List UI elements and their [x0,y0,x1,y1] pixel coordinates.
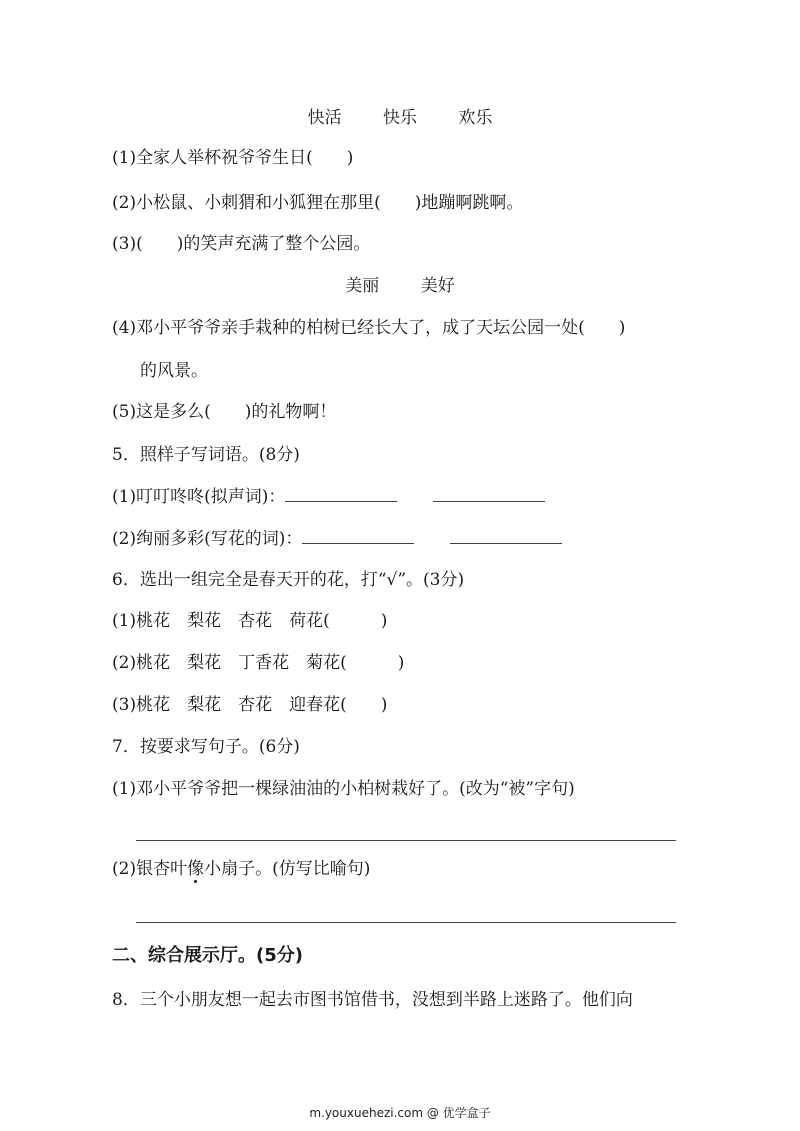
q5-item-1-label: (1)叮叮咚咚(拟声词)： [112,487,286,507]
q6-option-2[interactable]: (2)桃花 梨花 丁香花 菊花( ) [112,653,405,673]
q4-item-3: (3)( )的笑声充满了整个公园。 [112,234,371,254]
word-bank-a [0,106,800,130]
q4-item-1: (1)全家人举杯祝爷爷生日( ) [112,148,354,168]
q4-item-4-line1: (4)邓小平爷爷亲手栽种的柏树已经长大了，成了天坛公园一处( ) [112,318,626,338]
answer-blank[interactable] [285,487,397,502]
word-option: 美好 [420,276,455,296]
q4-item-5: (5)这是多么( )的礼物啊！ [112,402,337,422]
word-option: 快乐 [383,108,417,128]
q7-heading: 7．按要求写句子。(6分) [112,737,300,757]
q6-heading: 6．选出一组完全是春天开的花，打“√”。(3分) [112,570,465,590]
q5-item-1 [112,485,545,509]
word-option: 美丽 [345,276,380,296]
answer-line[interactable] [136,922,676,923]
q4-item-4-line2: 的风景。 [140,361,208,381]
answer-blank[interactable] [450,529,562,544]
q8-text: 8．三个小朋友想一起去市图书馆借书，没想到半路上迷路了。他们向 [112,990,633,1010]
q6-option-3[interactable]: (3)桃花 梨花 杏花 迎春花( ) [112,695,388,715]
word-option: 快活 [307,108,342,128]
answer-line[interactable] [136,840,676,841]
q7-item-1: (1)邓小平爷爷把一棵绿油油的小柏树栽好了。(改为“被”字句) [112,779,575,799]
q7-item-2-prefix: (2)银杏叶 [112,859,188,879]
word-option: 欢乐 [458,108,493,128]
q5-item-2-label: (2)绚丽多彩(写花的词)： [112,529,303,549]
page-footer: m.youxuehezi.com @ 优学盒子 [309,1106,491,1120]
section-2-heading: 二、综合展示厅。(5分) [112,945,303,966]
answer-blank[interactable] [302,529,414,544]
q6-option-1[interactable]: (1)桃花 梨花 杏花 荷花( ) [112,611,388,631]
q5-heading: 5．照样子写词语。(8分) [112,445,300,465]
emphasis-char: 像 [187,859,205,879]
word-bank-b [0,274,800,298]
q5-item-2 [112,527,562,551]
q7-item-2-suffix: 小扇子。(仿写比喻句) [204,859,371,879]
q7-item-2 [112,857,370,881]
answer-blank[interactable] [433,487,545,502]
q4-item-2: (2)小松鼠、小刺猬和小狐狸在那里( )地蹦啊跳啊。 [112,193,524,213]
